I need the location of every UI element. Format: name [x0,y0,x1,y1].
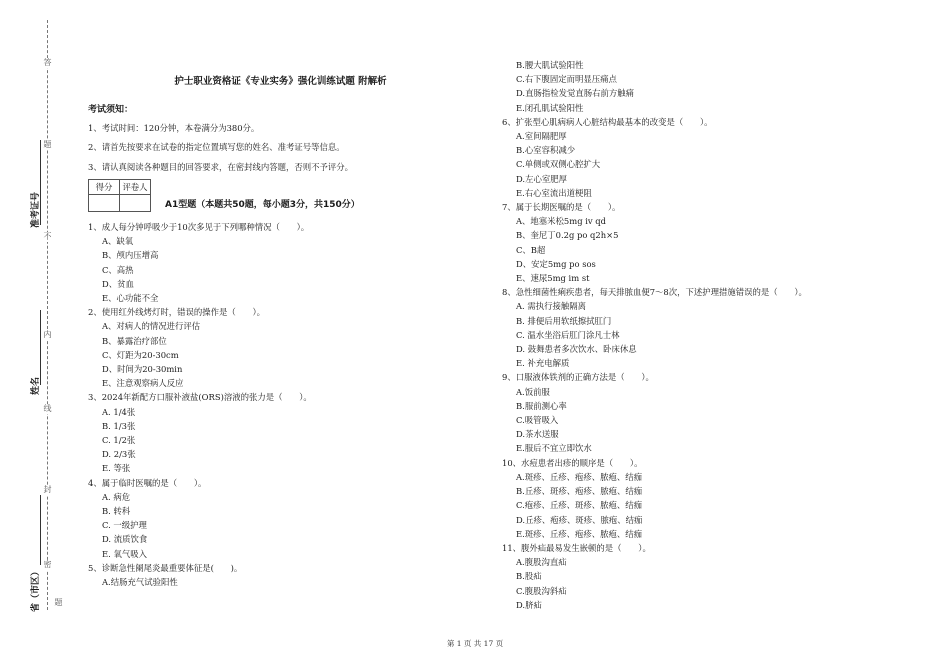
answer-option[interactable]: C.腹股沟斜疝 [516,585,567,596]
exam-id-label: 准考证号 [31,191,41,228]
score-header: 得分 [89,179,120,194]
answer-option[interactable]: C.吸管吸入 [516,415,559,426]
answer-option[interactable]: B. 转科 [102,506,131,517]
answer-option[interactable]: C.右下腹固定而明显压痛点 [516,74,617,85]
answer-option[interactable]: A、缺氧 [102,236,134,247]
answer-option[interactable]: A、对病人的情况进行评估 [102,321,201,332]
question-block [88,305,473,390]
grader-cell[interactable] [120,195,151,212]
left-column [88,75,473,589]
answer-option[interactable]: E、注意观察病人反应 [102,378,184,389]
answer-option[interactable]: A.饭前服 [516,386,550,397]
answer-option[interactable]: D.左心室肥厚 [516,173,567,184]
question-block [502,200,922,285]
exam-id-line [40,140,41,225]
answer-option[interactable]: A.室间隔肥厚 [516,131,567,142]
answer-option[interactable]: A. 1/4张 [102,406,136,417]
answer-option[interactable]: A、地塞米松5mg iv qd [516,216,607,227]
score-section [88,179,473,212]
score-table [88,179,151,212]
notice-item: 2、请首先按要求在试卷的指定位置填写您的姓名、准考证号等信息。 [88,142,345,153]
answer-option[interactable]: D. 2/3张 [102,449,136,460]
question-stem: 10、水痘患者出疹的顺序是（ ）。 [502,457,643,468]
question-stem: 5、诊断急性阑尾炎最重要体征是( )。 [88,562,243,573]
answer-option[interactable]: B.心室容积减少 [516,145,576,156]
question-stem: 3、2024年新配方口服补液盐(ORS)溶液的张力是（ ）。 [88,392,312,403]
answer-option[interactable]: A. 病危 [102,491,131,502]
question-block [502,370,922,455]
document-title: 护士职业资格证《专业实务》强化训练试题 附解析 [174,76,387,87]
answer-option[interactable]: B、奎尼丁0.2g po q2h×5 [516,230,619,241]
answer-option[interactable]: E. 等张 [102,463,131,474]
question-stem: 11、腹外疝最易发生嵌顿的是（ ）。 [502,542,651,553]
answer-option[interactable]: A.结肠充气试验阳性 [102,577,178,588]
answer-option[interactable]: D.脐疝 [516,599,542,610]
name-label: 姓名 [31,376,41,395]
answer-option[interactable]: C、B超 [516,244,546,255]
answer-option[interactable]: C.疱疹、丘疹、斑疹、脓疱、结痂 [516,500,643,511]
seal-char: 答 [41,58,54,68]
answer-option[interactable]: D. 鼓舞患者多次饮水、卧床休息 [516,344,637,355]
answer-option[interactable]: E、速尿5mg im st [516,273,590,284]
binding-margin [0,0,80,671]
question-stem: 6、扩张型心肌病病人心脏结构最基本的改变是（ ）。 [502,116,713,127]
notice-item: 1、考试时间：120分钟，本卷满分为380分。 [88,123,260,134]
answer-option[interactable]: E.服后不宜立即饮水 [516,443,592,454]
answer-option[interactable]: E.右心室流出道梗阻 [516,187,592,198]
question-block [502,285,922,370]
question-block [502,541,922,612]
region-label: 省（市区） [31,566,41,612]
grader-header: 评卷人 [120,179,151,194]
page-footer: 第 1 页 共 17 页 [446,639,504,648]
question-block [88,561,473,589]
answer-option[interactable]: E.闭孔肌试验阳性 [516,102,584,113]
answer-option[interactable]: C、高热 [102,264,134,275]
answer-option[interactable]: D.直肠指检发觉直肠右前方触痛 [516,88,634,99]
answer-option[interactable]: C. 温水坐浴后肛门涂凡士林 [516,329,620,340]
answer-option[interactable]: D、安定5mg po sos [516,258,596,269]
question-stem: 9、口服液体铁剂的正确方法是（ ）。 [502,372,654,383]
seal-dashed-line [47,20,48,610]
answer-option[interactable]: A.腹股沟直疝 [516,557,567,568]
seal-char: 封 [41,485,54,495]
seal-char: 题 [52,598,65,608]
answer-option[interactable]: D、时间为20-30min [102,364,183,375]
answer-option[interactable]: D.丘疹、疱疹、斑疹、脓疱、结痂 [516,514,643,525]
notice-item: 3、请认真阅读各种题目的回答要求，在密封线内答题，否则不予评分。 [88,161,353,172]
answer-option[interactable]: C、灯距为20-30cm [102,349,179,360]
seal-char: 线 [41,404,54,414]
answer-option[interactable]: A.斑疹、丘疹、疱疹、脓疱、结痂 [516,471,642,482]
answer-option[interactable]: B.腰大肌试验阳性 [516,60,584,70]
answer-option[interactable]: E、心功能不全 [102,293,159,304]
answer-option[interactable]: A. 需执行接触隔离 [516,301,586,312]
answer-option[interactable]: D. 流质饮食 [102,534,148,545]
notice-heading: 考试须知： [88,105,134,115]
answer-option[interactable]: E. 补充电解质 [516,358,570,369]
question-stem: 2、使用红外线烤灯时，错误的操作是（ ）。 [88,307,266,318]
answer-option[interactable]: B. 排便后用软纸擦拭肛门 [516,315,612,326]
answer-option[interactable]: C.单侧或双侧心腔扩大 [516,159,601,170]
question-stem: 1、成人每分钟呼吸少于10次多见于下列哪种情况（ ）。 [88,222,310,233]
answer-option[interactable]: C. 1/2张 [102,435,136,446]
answer-option[interactable]: E.斑疹、丘疹、疱疹、脓疱、结痂 [516,528,643,539]
name-line [40,310,41,385]
section-heading: A1型题（本题共50题，每小题3分，共150分） [165,199,360,210]
answer-option[interactable]: B.服前测心率 [516,400,567,411]
seal-char: 题 [41,140,54,150]
question-stem: 4、属于临时医嘱的是（ ）。 [88,477,207,488]
answer-option[interactable]: B、颅内压增高 [102,250,159,261]
question-block [88,476,473,561]
question-block [502,58,922,115]
question-stem: 8、急性细菌性痢疾患者，每天排脓血便7～8次，下述护理措施错误的是（ ）。 [502,287,807,298]
answer-option[interactable]: B、暴露治疗部位 [102,335,167,346]
question-block [88,220,473,305]
region-line [40,495,41,565]
question-stem: 7、属于长期医嘱的是（ ）。 [502,202,621,213]
seal-char: 内 [41,330,54,340]
answer-option[interactable]: B.股疝 [516,571,542,582]
question-block [502,115,922,200]
answer-option[interactable]: C. 一级护理 [102,520,147,531]
answer-option[interactable]: B. 1/3张 [102,420,136,431]
question-block [88,390,473,475]
answer-option[interactable]: D.茶水送服 [516,429,559,440]
score-cell[interactable] [89,195,120,212]
seal-char: 不 [41,232,54,242]
answer-option[interactable]: E. 氧气吸入 [102,548,147,559]
answer-option[interactable]: D、贫血 [102,278,134,289]
answer-option[interactable]: B.丘疹、斑疹、疱疹、脓疱、结痂 [516,486,643,497]
seal-char: 密 [41,560,54,570]
question-block [502,456,922,541]
left-questions [88,220,473,589]
right-column [502,58,922,612]
